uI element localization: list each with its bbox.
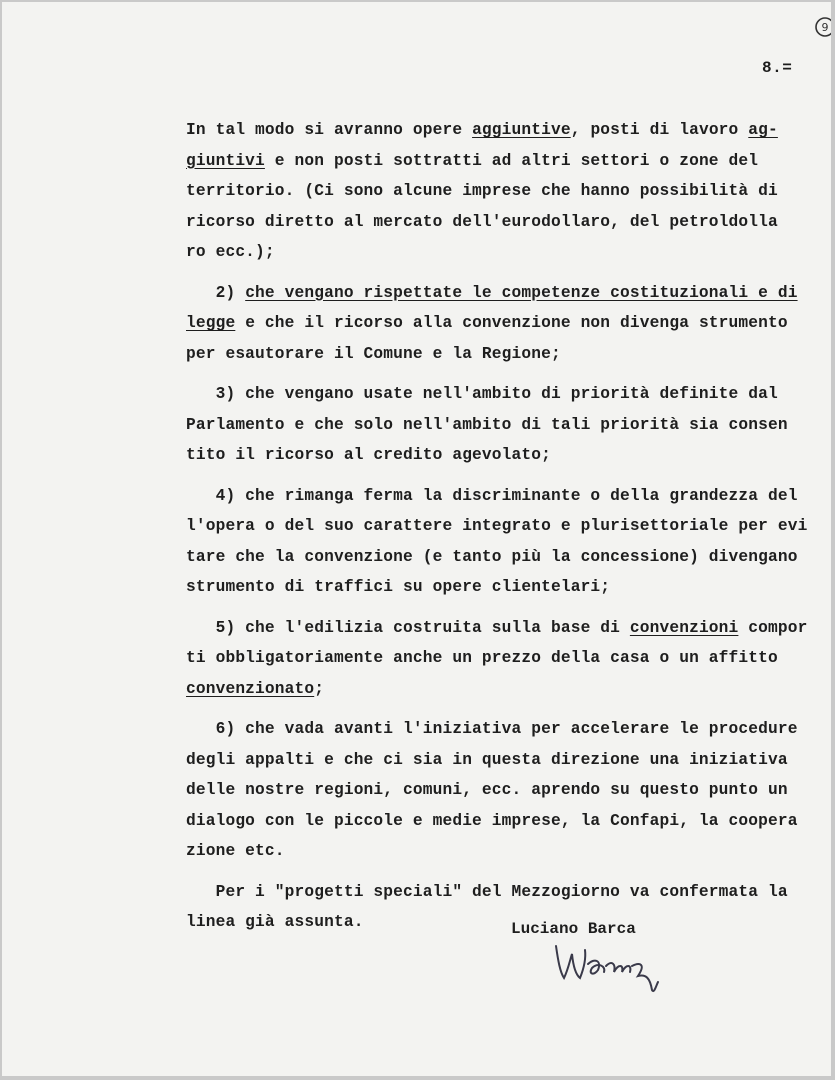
signature-name: Luciano Barca <box>511 920 636 938</box>
text-line <box>186 237 826 268</box>
text-span: l'opera o del suo carattere integrato e plurisettoriale per evi <box>186 517 808 535</box>
text-span: compor <box>738 618 808 637</box>
paragraph <box>186 714 826 867</box>
text-span: Parlamento e che solo nell'ambito di tali priorità sia consen <box>186 415 788 434</box>
text-span: e che il ricorso alla convenzione non divenga strumento <box>235 314 788 332</box>
document-page <box>2 2 831 1076</box>
text-line <box>186 572 826 603</box>
text-span: ro ecc.); <box>186 243 275 261</box>
text-line <box>186 877 826 908</box>
text-line <box>186 806 826 837</box>
text-line <box>186 146 826 177</box>
text-line <box>186 115 826 146</box>
underlined-text: che vengano rispettate le competenze costituzionali e di <box>245 283 798 302</box>
text-span: e non posti sottratti ad altri settori o zone del <box>264 151 759 170</box>
text-span: delle nostre regioni, comuni, ecc. aprendo su questo punto un <box>186 781 788 799</box>
text-line <box>186 308 826 339</box>
paragraph <box>186 877 826 938</box>
text-span: ricorso diretto al mercato dell'eurodollaro, del petroldolla <box>186 212 778 231</box>
paragraph <box>186 379 826 471</box>
text-span: tito il ricorso al credito agevolato; <box>186 446 551 464</box>
text-span: , posti di lavoro <box>570 121 749 139</box>
text-line <box>186 542 826 573</box>
text-span: tare che la convenzione (e tanto più la concessione) divengano <box>186 547 798 566</box>
underlined-text: convenzioni <box>629 618 739 637</box>
text-span: strumento di traffici su opere clientelari; <box>186 578 611 596</box>
text-span: dialogo con le piccole e medie imprese, la Confapi, la coopera <box>186 811 798 830</box>
text-line <box>186 511 826 542</box>
text-span: 2) <box>186 283 246 302</box>
text-line <box>186 714 826 745</box>
archive-stamp-icon <box>814 16 831 38</box>
paragraph <box>186 613 826 705</box>
text-line <box>186 176 826 207</box>
text-line <box>186 207 826 238</box>
text-span: 4) che rimanga ferma la discriminante o della grandezza del <box>186 486 798 505</box>
underlined-text: convenzionato <box>186 679 315 698</box>
underlined-text: ag- <box>748 121 778 139</box>
paragraph <box>186 481 826 603</box>
handwritten-signature <box>542 920 672 1000</box>
paragraph <box>186 115 826 268</box>
underlined-text: legge <box>186 314 236 332</box>
text-line <box>186 410 826 441</box>
text-line <box>186 440 826 471</box>
text-span: territorio. (Ci sono alcune imprese che hanno possibilità di <box>186 182 778 200</box>
paragraph-gap <box>186 369 826 379</box>
text-line <box>186 481 826 512</box>
text-span: Per i "progetti speciali" del Mezzogiorno va confermata la <box>186 882 788 901</box>
page-number: 8.= <box>762 59 793 77</box>
text-line <box>186 775 826 806</box>
paragraph-gap <box>186 867 826 877</box>
text-span: 6) che vada avanti l'iniziativa per accelerare le procedure <box>186 720 798 738</box>
text-span: ; <box>314 679 325 698</box>
paragraph <box>186 278 826 370</box>
text-line <box>186 339 826 370</box>
text-span: per esautorare il Comune e la Regione; <box>186 344 561 363</box>
paragraph-gap <box>186 471 826 481</box>
text-line <box>186 613 826 644</box>
text-span: degli appalti e che ci sia in questa direzione una iniziativa <box>186 750 788 769</box>
underlined-text: aggiuntive <box>472 121 571 139</box>
paragraph-gap <box>186 268 826 278</box>
text-span: ti obbligatoriamente anche un prezzo della casa o un affitto <box>186 649 778 667</box>
text-span: 3) che vengano usate nell'ambito di priorità definite dal <box>186 385 778 403</box>
text-line <box>186 643 826 674</box>
underlined-text: giuntivi <box>186 151 265 170</box>
text-line <box>186 745 826 776</box>
text-span: In tal modo si avranno opere <box>186 121 473 139</box>
text-line <box>186 907 826 938</box>
paragraph-gap <box>186 603 826 613</box>
text-line <box>186 379 826 410</box>
text-line <box>186 278 826 309</box>
text-line <box>186 836 826 867</box>
text-line <box>186 674 826 705</box>
text-span: 5) che l'edilizia costruita sulla base di <box>186 618 630 637</box>
body-text <box>186 115 826 938</box>
svg-text:9: 9 <box>821 21 829 34</box>
text-span: linea già assunta. <box>186 913 364 931</box>
paragraph-gap <box>186 704 826 714</box>
text-span: zione etc. <box>186 842 285 860</box>
